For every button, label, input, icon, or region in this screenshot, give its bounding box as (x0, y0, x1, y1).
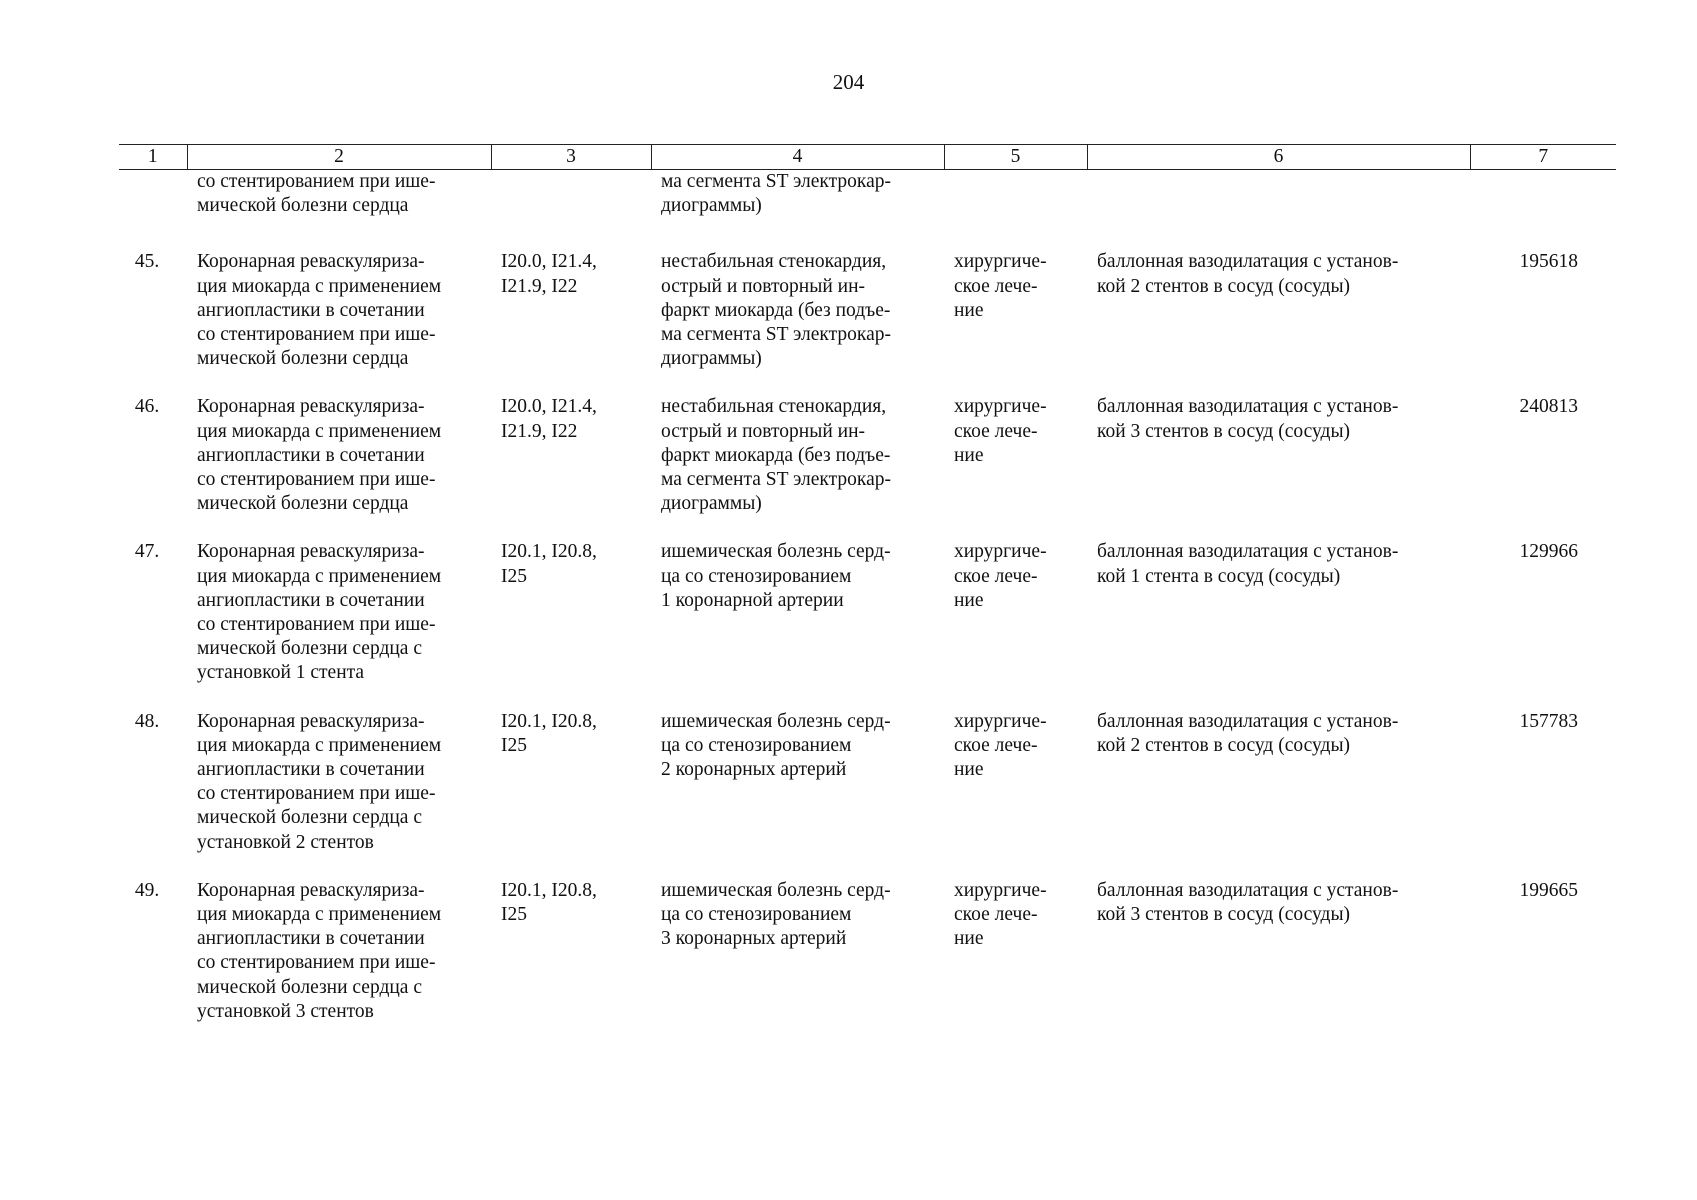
cell-name: Коронарная реваскуляриза- ция миокарда с применением ангиопластики в сочетании со стентированием при ише- мической болезни сердца (197, 396, 442, 515)
cell-treatment: хирургиче- ское лече- ние (954, 879, 1047, 950)
continuation-row (119, 170, 1616, 251)
cell-cost: 129966 (1519, 541, 1578, 563)
cell-codes (491, 170, 651, 251)
cell-codes: I20.1, I20.8, I25 (501, 710, 597, 756)
cell-number: 45. (134, 251, 160, 273)
cell-treatment: хирургиче- ское лече- ние (954, 710, 1047, 781)
column-header-3: 3 (491, 145, 651, 170)
table-header (119, 145, 1616, 170)
cell-cost (1470, 170, 1616, 251)
cell-condition: ишемическая болезнь серд- ца со стенозированием 3 коронарных артерий (661, 879, 891, 950)
cell-number: 46. (134, 396, 160, 418)
cell-treatment: хирургиче- ское лече- ние (954, 541, 1047, 611)
cell-method: баллонная вазодилатация с установ- кой 1 стента в сосуд (сосуды) (1097, 541, 1399, 587)
table-row (119, 250, 1616, 395)
cell-condition: нестабильная стенокардия, острый и повторный ин- фаркт миокарда (без подъе- ма сегмента ST электрокар- диограммы) (661, 251, 891, 370)
table-row (119, 540, 1616, 709)
cell-condition: нестабильная стенокардия, острый и повторный ин- фаркт миокарда (без подъе- ма сегмента ST электрокар- диограммы) (661, 396, 891, 515)
cell-method: баллонная вазодилатация с установ- кой 2 стентов в сосуд (сосуды) (1097, 251, 1399, 297)
cell-number: 48. (134, 710, 160, 732)
column-header-5: 5 (944, 145, 1087, 170)
cell-treatment (944, 170, 1087, 251)
cell-codes: I20.1, I20.8, I25 (501, 879, 597, 926)
cell-number: 49. (134, 879, 160, 901)
cell-treatment: хирургиче- ское лече- ние (954, 396, 1047, 466)
column-header-4: 4 (651, 145, 944, 170)
cell-codes: I20.1, I20.8, I25 (501, 541, 597, 587)
cell-number: 47. (134, 541, 160, 563)
cell-condition: ишемическая болезнь серд- ца со стенозированием 2 коронарных артерий (661, 710, 891, 781)
cell-treatment: хирургиче- ское лече- ние (954, 251, 1047, 321)
column-header-7: 7 (1470, 145, 1616, 170)
cell-method: баллонная вазодилатация с установ- кой 3 стентов в сосуд (сосуды) (1097, 396, 1399, 442)
column-header-1: 1 (119, 145, 187, 170)
table-body (119, 170, 1616, 1049)
page-number: 204 (832, 70, 865, 94)
cell-cost: 240813 (1519, 396, 1578, 418)
cell-condition: ишемическая болезнь серд- ца со стенозированием 1 коронарной артерии (661, 541, 891, 611)
cell-cost: 195618 (1519, 251, 1578, 273)
services-table (119, 144, 1616, 1048)
cell-name: Коронарная реваскуляриза- ция миокарда с применением ангиопластики в сочетании со стентированием при ише- мической болезни сердца (197, 251, 442, 370)
cell-name: Коронарная реваскуляриза- ция миокарда с применением ангиопластики в сочетании со стентированием при ише- мической болезни сердца с установкой 2 стентов (197, 710, 442, 853)
cell-name: Коронарная реваскуляриза- ция миокарда с применением ангиопластики в сочетании со стентированием при ише- мической болезни сердца с установкой 1 стента (197, 541, 442, 684)
cell-codes: I20.0, I21.4, I21.9, I22 (501, 251, 597, 297)
table-row (119, 879, 1616, 1048)
cell-name: Коронарная реваскуляриза- ция миокарда с применением ангиопластики в сочетании со стентированием при ише- мической болезни сердца с установкой 3 стентов (197, 879, 442, 1022)
cell-name: со стентированием при ише- мической болезни сердца (197, 171, 436, 217)
cell-method: баллонная вазодилатация с установ- кой 3 стентов в сосуд (сосуды) (1097, 879, 1399, 926)
table-row (119, 395, 1616, 540)
cell-codes: I20.0, I21.4, I21.9, I22 (501, 396, 597, 442)
table-row (119, 710, 1616, 879)
cell-number (119, 170, 187, 251)
column-header-2: 2 (187, 145, 491, 170)
cell-method (1087, 170, 1470, 251)
cell-condition: ма сегмента ST электрокар- диограммы) (661, 171, 891, 217)
cell-method: баллонная вазодилатация с установ- кой 2 стентов в сосуд (сосуды) (1097, 710, 1399, 756)
cell-cost: 199665 (1519, 879, 1578, 901)
cell-cost: 157783 (1519, 710, 1578, 732)
column-header-6: 6 (1087, 145, 1470, 170)
